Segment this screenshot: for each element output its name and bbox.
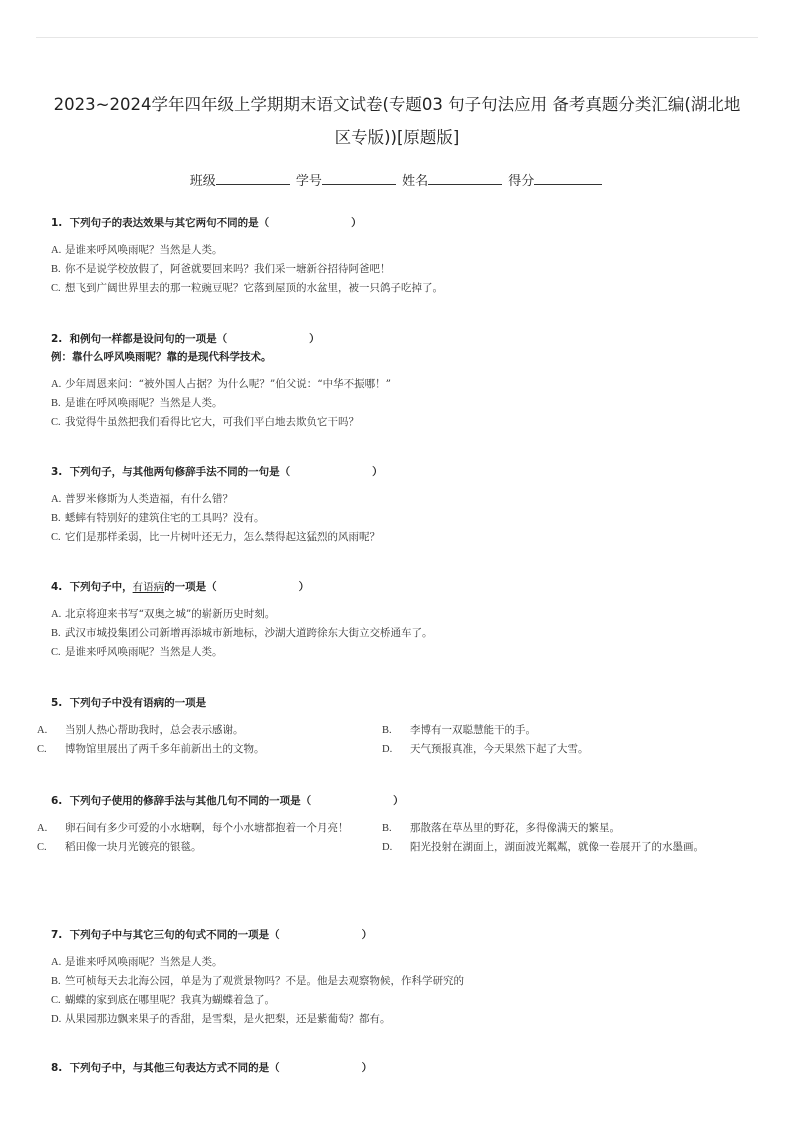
option[interactable]: A. 是谁来呼风唤雨呢？当然是人类。: [51, 956, 223, 968]
option[interactable]: C. 博物馆里展出了两千多年前新出土的文物。: [37, 743, 265, 755]
option[interactable]: B. 是谁在呼风唤雨呢？当然是人类。: [51, 397, 223, 409]
name-label: 姓名: [402, 174, 429, 189]
question-stem: 4. 下列句子中，: [51, 581, 133, 593]
option[interactable]: C. 稻田像一块月光镀亮的银毯。: [37, 841, 202, 853]
answer-paren-close: ）: [372, 466, 383, 478]
title-line-2: 区专版))[原题版]: [334, 128, 460, 147]
question-1: [51, 215, 754, 298]
question-3: [51, 464, 754, 547]
answer-paren-close: ）: [298, 581, 310, 593]
option[interactable]: B. 你不是说学校放假了，阿爸就要回来吗？我们采一塘新谷招待阿爸吧！: [51, 263, 391, 275]
option[interactable]: C. 它们是那样柔弱，比一片树叶还无力，怎么禁得起这猛烈的风雨呢？: [51, 531, 380, 543]
options-list: [51, 375, 754, 432]
question-8: [51, 1060, 754, 1076]
underlined-keyword: 有语病: [132, 581, 165, 593]
class-blank[interactable]: [216, 172, 290, 185]
top-divider: [36, 37, 758, 38]
option[interactable]: A. 北京将迎来书写“双奥之城”的崭新历史时刻。: [51, 608, 276, 620]
class-label: 班级: [189, 174, 216, 189]
student-info-row: [0, 170, 794, 189]
answer-paren-close: ）: [361, 929, 373, 941]
number-label: 学号: [295, 174, 322, 189]
question-stem: 5. 下列句子中没有语病的一项是: [51, 697, 207, 709]
question-6: [37, 793, 754, 857]
question-stem: 7. 下列句子中与其它三句的句式不同的一项是（: [51, 929, 280, 941]
score-blank[interactable]: [534, 172, 602, 185]
score-label: 得分: [508, 174, 535, 189]
answer-paren-close: ）: [361, 1062, 373, 1074]
option[interactable]: C. 想飞到广阔世界里去的那一粒豌豆呢？它落到屋顶的水盆里，被一只鸽子吃掉了。: [51, 282, 443, 294]
question-5: [37, 695, 754, 759]
option[interactable]: C. 是谁来呼风唤雨呢？当然是人类。: [51, 646, 223, 658]
option[interactable]: A. 少年周恩来问：“被外国人占据？为什么呢？”伯父说：“中华不振哪！”: [51, 378, 391, 390]
example-sentence: 例：靠什么呼风唤雨呢？靠的是现代科学技术。: [51, 351, 272, 363]
title-line-1: 2023~2024学年四年级上学期期末语文试卷(专题03 句子句法应用 备考真题分类汇编(湖北地: [53, 95, 741, 114]
option[interactable]: B. 李博有一双聪慧能干的手。: [382, 724, 536, 736]
question-2: [51, 331, 754, 432]
option[interactable]: D. 从果园那边飘来果子的香甜，是雪梨，是火把梨，还是紫葡萄？都有。: [51, 1013, 391, 1025]
option[interactable]: B. 武汉市城投集团公司新增再添城市新地标，沙湖大道跨徐东大街立交桥通车了。: [51, 627, 433, 639]
option[interactable]: A. 普罗米修斯为人类造福，有什么错？: [51, 493, 233, 505]
option[interactable]: B. 竺可桢每天去北海公园，单是为了观赏景物吗？不是。他是去观察物候，作科学研究的: [51, 975, 464, 987]
question-7: [51, 927, 754, 1029]
options-list: [51, 490, 754, 547]
option[interactable]: D. 天气预报真准，今天果然下起了大雪。: [382, 743, 589, 755]
answer-paren-close: ）: [309, 333, 320, 345]
page-title: [40, 88, 754, 154]
question-stem: 3. 下列句子，与其他两句修辞手法不同的一句是（: [51, 466, 291, 478]
question-4: 4. 下列句子中，有语病的一项是（ ） A. 北京将迎来书写“双奥之城”的崭新历史时刻。 B. 武汉市城投集团公司新增再添城市新地标，沙湖大道跨徐东大街立交桥通车了。 C. 是谁来呼风唤雨呢？当然是人类。: [51, 579, 754, 662]
question-stem: 8. 下列句子中，与其他三句表达方式不同的是（: [51, 1062, 280, 1074]
option[interactable]: B. 那散落在草丛里的野花，多得像满天的繁星。: [382, 822, 620, 834]
option[interactable]: A. 当别人热心帮助我时，总会表示感谢。: [37, 724, 244, 736]
question-stem: 2. 和例句一样都是设问句的一项是（: [51, 333, 228, 345]
options-list: [51, 605, 754, 662]
answer-paren-close: ）: [393, 795, 404, 807]
option[interactable]: C. 我觉得牛虽然把我们看得比它大，可我们平白地去欺负它干吗？: [51, 416, 359, 428]
answer-paren-close: ）: [351, 217, 362, 229]
name-blank[interactable]: [428, 172, 502, 185]
option[interactable]: B. 蟋蟀有特别好的建筑住宅的工具吗？没有。: [51, 512, 265, 524]
option[interactable]: A. 卵石间有多少可爱的小水塘啊，每个小水塘都抱着一个月亮！: [37, 822, 349, 834]
option[interactable]: D. 阳光投射在湖面上，湖面波光粼粼，就像一卷展开了的水墨画。: [382, 841, 704, 853]
question-stem: 6. 下列句子使用的修辞手法与其他几句不同的一项是（: [51, 795, 312, 807]
option[interactable]: C. 蝴蝶的家到底在哪里呢？我真为蝴蝶着急了。: [51, 994, 275, 1006]
options-list: [51, 241, 754, 298]
options-list: [51, 953, 754, 1029]
options-grid: [37, 721, 754, 759]
question-stem: 1. 下列句子的表达效果与其它两句不同的是（: [51, 217, 270, 229]
options-grid: [37, 819, 754, 857]
number-blank[interactable]: [322, 172, 396, 185]
option[interactable]: A. 是谁来呼风唤雨呢？当然是人类。: [51, 244, 223, 256]
